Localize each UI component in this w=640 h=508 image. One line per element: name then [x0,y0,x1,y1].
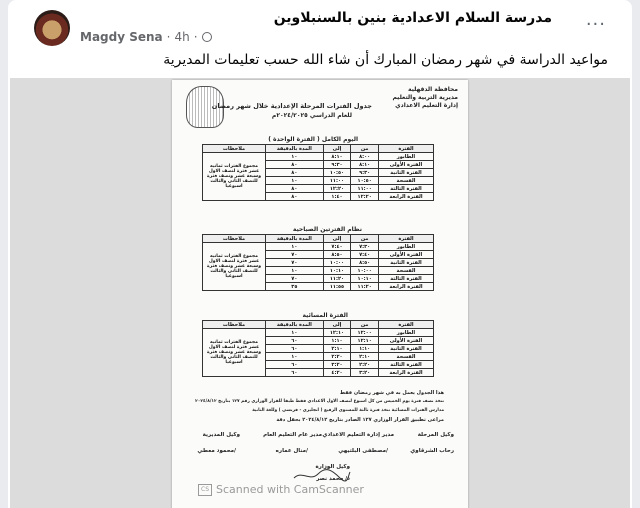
table-cell: ١٠:٠٠ [351,267,379,275]
doc-header-1: محافظة الدقهلية [408,86,458,93]
table-header-cell: ملاحظات [203,321,266,329]
table-cell: ١١:٥٥ [323,283,351,291]
table-cell: الفترة الرابعة [379,193,434,201]
meta-separator-2: · [193,30,198,44]
table-cell: ٨٠ [266,161,324,169]
table-cell: ٣٥ [266,283,324,291]
handwritten-signature [292,468,352,482]
table-cell: الفسحة [379,177,434,185]
schedule-table-1 [202,144,434,201]
table-3-remark: مجموع الفترات ثمانيه عشر فترة لنصف الاول وسبعة عشر ونصف فترة للنصف الثاني والثالث اسبوعيا [203,329,266,377]
table-cell: ٩:٣٠ [351,169,379,177]
doc-note-3: مدارس الفترات المسائية تتخذ فترة ثالثة للمستوى الرفيع ( انجليزي - فرنسي ) وللغة الثانية [252,408,444,413]
table-cell: ١٠:١٠ [323,267,351,275]
table-cell: ٢:٢٠ [323,353,351,361]
signature-name-3: /منال عماره [275,448,308,454]
meta-separator: · [166,30,171,44]
table-cell: ٣:٢٠ [323,361,351,369]
author-link[interactable]: Magdy Sena [80,30,163,44]
table-cell: ٣:٢٠ [351,369,379,377]
table-cell: ٨٠ [266,169,324,177]
table-header-cell: من [351,145,379,153]
section-2-title: نظام الفترتين الصباحية [292,226,362,233]
table-cell: ٨:٠٠ [351,153,379,161]
table-cell: ١٢:١٠ [351,337,379,345]
table-cell: ٨:٥٠ [351,259,379,267]
table-cell: ١٢:٢٠ [323,185,351,193]
schedule-table-3 [202,320,434,377]
table-cell: الفترة الأولى [379,337,434,345]
table-cell: الفترة الثالثة [379,185,434,193]
table-cell: ٧٠ [266,259,324,267]
table-header-cell: المدة بالدقيقة [266,145,324,153]
table-cell: ١٠:٥٠ [323,169,351,177]
globe-icon [202,32,212,42]
table-cell: ٧:٤٠ [351,251,379,259]
table-cell: ١:١٠ [323,337,351,345]
approval-title: وكيل الوزارة [315,464,350,470]
post-text: مواعيد الدراسة في شهر رمضان المبارك أن شاء الله حسب تعليمات المديرية [163,52,608,68]
table-cell: ١٢:١٠ [323,329,351,337]
doc-note-4: مراعى تطبيق القرار الوزاري ١٢٧ الصادر بتاريخ ٢٠٢٤/٨/١٢ بحقل دقة [276,417,444,423]
doc-header-3: إدارة التعليم الاعدادي [395,102,458,109]
table-cell: ١١:٠٠ [351,185,379,193]
table-cell: ١٠:١٠ [351,275,379,283]
table-cell: ١٠ [266,329,324,337]
table-header-cell: الفترة [379,145,434,153]
table-cell: ١٠:٥٠ [351,177,379,185]
table-cell: ٦٠ [266,369,324,377]
table-cell: ٨:١٠ [323,153,351,161]
camscanner-watermark [198,483,364,496]
table-cell: الفترة الثانية [379,259,434,267]
table-cell: الفترة الأولى [379,251,434,259]
table-cell: ١٠ [266,243,324,251]
table-cell: ٢:١٠ [351,353,379,361]
table-cell: ٧٠ [266,275,324,283]
table-cell: الفترة الثالثة [379,275,434,283]
table-cell: ١١:٢٠ [351,283,379,291]
table-cell: ٤:٢٠ [323,369,351,377]
table-cell: ٨:٥٠ [323,251,351,259]
table-cell: ٦٠ [266,337,324,345]
post-image[interactable] [10,78,630,508]
doc-note-1: هذا الجدول يعمل به في شهر رمضان فقط [339,390,444,396]
table-header-cell: ملاحظات [203,145,266,153]
camscanner-text: Scanned with CamScanner [216,483,364,496]
doc-note-2: تتخذ نصف فترة يوم الخميس من كل اسبوع لنصف الاول الاعدادي فقط طبقا للقرار الوزاري رقم ١٢٧ بتاريخ ٢٠٢٤/٨/١٢ [195,399,444,404]
table-header-cell: إلى [323,321,351,329]
group-avatar[interactable] [34,10,70,46]
table-header-cell: المدة بالدقيقة [266,321,324,329]
signature-title-4: وكيل المديرية [202,432,240,438]
doc-year: للعام الدراسي ٢٠٢٤/٢٠٢٥م [271,112,352,119]
signature-name-2: /مصطفى البلتيهي [338,448,388,454]
table-cell: ٧:٣٠ [351,243,379,251]
table-cell: ٨٠ [266,185,324,193]
table-cell: ٧:٤٠ [323,243,351,251]
table-cell: ١٠ [266,153,324,161]
table-header-cell: إلى [323,235,351,243]
table-cell: ١:١٠ [351,345,379,353]
table-cell: ٨٠ [266,193,324,201]
signature-name-1: رحاب الشرقاوي [410,448,454,454]
doc-header-2: مديرية التربية والتعليم [392,94,458,101]
table-1-remark: مجموع الفترات ثمانيه عشر فترة لنصف الاول وسبعة عشر ونصف فترة للنصف الثاني والثالث اسبوعيا [203,153,266,201]
table-cell: ١٠:٠٠ [323,259,351,267]
section-1-title: اليوم الكامل ( الفترة الواحدة ) [268,136,358,143]
group-name-link[interactable]: مدرسة السلام الاعدادية بنين بالسنبلاوين [273,10,552,26]
table-cell: ١:٤٠ [323,193,351,201]
schedule-document [172,80,468,508]
section-3-title: الفترة المسائية [302,312,348,319]
table-cell: ١٢:٠٠ [351,329,379,337]
table-cell: ١٠ [266,267,324,275]
table-cell: ٧٠ [266,251,324,259]
camscanner-logo-icon: CS [198,484,212,496]
signature-name-4: /محمود معطي [197,448,236,454]
table-header-cell: المدة بالدقيقة [266,235,324,243]
table-header-cell: من [351,235,379,243]
post-meta [80,30,212,44]
more-options-button[interactable]: ··· [585,14,606,35]
table-cell: الفترة الرابعة [379,283,434,291]
table-cell: ١١:٢٠ [323,275,351,283]
table-cell: الفترة الثالثة [379,361,434,369]
table-cell: الطابور [379,243,434,251]
post-time[interactable]: 4h [174,30,190,44]
table-cell: الطابور [379,329,434,337]
table-cell: ٦٠ [266,361,324,369]
table-cell: ٨:١٠ [351,161,379,169]
table-2-remark: مجموع الفترات ثمانيه عشر فترة لنصف الاول وسبعة عشر ونصف فترة للنصف الثاني والثالث اسبوعيا [203,243,266,291]
table-header-cell: من [351,321,379,329]
table-cell: الفسحة [379,267,434,275]
table-header-cell: الفترة [379,321,434,329]
table-cell: ٢:١٠ [323,345,351,353]
doc-title: جدول الفترات المرحلة الإعدادية خلال شهر رمضان [211,102,372,110]
table-cell: الفسحة [379,353,434,361]
signature-title-3: مدير عام التعليم العام [263,432,322,438]
table-cell: الفترة الثانية [379,345,434,353]
signature-title-1: وكيل المرحلة [417,432,454,438]
signature-title-2: مدير إدارة التعليم الاعدادي [322,432,394,438]
table-cell: الفترة الأولى [379,161,434,169]
table-cell: ٦٠ [266,345,324,353]
table-cell: ١٠ [266,177,324,185]
post-card [8,0,632,508]
table-cell: ٢:٢٠ [351,361,379,369]
schedule-table-2 [202,234,434,291]
table-header-cell: إلى [323,145,351,153]
table-cell: الفترة الثانية [379,169,434,177]
table-cell: ١٢:٢٠ [351,193,379,201]
table-cell: ١١:٠٠ [323,177,351,185]
table-cell: الطابور [379,153,434,161]
table-cell: ٩:٣٠ [323,161,351,169]
table-header-cell: الفترة [379,235,434,243]
table-cell: ١٠ [266,353,324,361]
table-cell: الفترة الرابعة [379,369,434,377]
approval-name: د/ محمد نصر [316,476,350,482]
table-header-cell: ملاحظات [203,235,266,243]
